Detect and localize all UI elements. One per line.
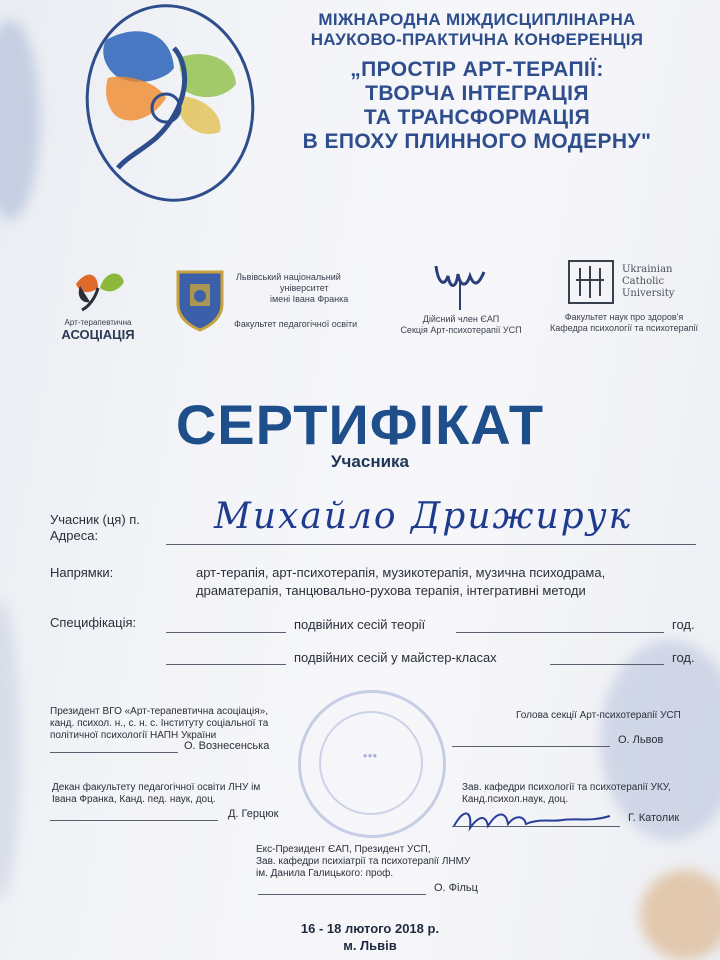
- spec-theory-count-line: [166, 632, 286, 633]
- lnu-coat-of-arms-icon: [172, 266, 228, 332]
- participant-label: Учасник (ця) п.: [50, 512, 140, 527]
- eap-line-2: Секція Арт-психотерапії УСП: [400, 325, 522, 335]
- participant-line: [166, 544, 696, 545]
- ucu-logo-icon: [566, 258, 616, 306]
- head-section-title: Голова секції Арт-психотерапії УСП: [516, 710, 681, 721]
- lnu-name: [236, 272, 376, 305]
- lnu-name-line-1: Львівський національний: [236, 272, 341, 282]
- spec-master-count-line: [166, 664, 286, 665]
- lnu-faculty: Факультет педагогічної освіти: [234, 319, 358, 329]
- event-date: 16 - 18 лютого 2018 р.: [300, 921, 440, 936]
- ucu-name-line-2: Catholic: [622, 276, 665, 287]
- lnu-name-line-3: імені Івана Франка: [270, 294, 349, 304]
- directions-line-1: арт-терапія, арт-психотерапія, музикотерапія, музична психодрама,: [196, 565, 606, 580]
- conference-title-3: ТА ТРАНСФОРМАЦІЯ: [363, 106, 591, 129]
- ex-president-line-2: Зав. кафедри психіатрії та психотерапії ЛНМУ: [256, 856, 471, 867]
- president-line-1: Президент ВГО «Арт-терапевтична асоціація»,: [50, 706, 269, 717]
- chair-name: Г. Католик: [628, 812, 680, 824]
- dean-name: Д. Герцюк: [228, 808, 279, 820]
- paint-splash: [0, 20, 40, 220]
- president-signature-line: [50, 752, 178, 753]
- ucu-name-line-3: University: [622, 288, 675, 299]
- conference-title-1: „ПРОСТІР АРТ-ТЕРАПІЇ:: [350, 58, 604, 81]
- eap-logo-icon: [430, 256, 490, 312]
- address-label: Адреса:: [50, 528, 99, 543]
- head-signature-line: [452, 746, 610, 747]
- spec-master-text: подвійних сесій у майстер-класах: [294, 650, 497, 665]
- ucu-faculty-line-1: Факультет наук про здоров'я: [564, 312, 684, 322]
- dean-line-1: Декан факультету педагогічної освіти ЛНУ ім: [52, 782, 261, 793]
- chair-line-2: Канд.психол.наук, доц.: [462, 794, 569, 805]
- president-title: [50, 706, 300, 742]
- president-line-3: політичної психології НАПН України: [50, 730, 217, 741]
- chair-handwritten-signature: [450, 800, 620, 836]
- art-association-small-text: Арт-терапевтична: [64, 318, 132, 327]
- spec-master-hours: год.: [672, 650, 695, 665]
- head-name: О. Львов: [618, 734, 664, 746]
- paint-splash: [0, 600, 20, 900]
- spec-master-hours-line: [550, 664, 664, 665]
- ex-president-title: [256, 844, 516, 880]
- conference-line-2: НАУКОВО-ПРАКТИЧНА КОНФЕРЕНЦІЯ: [310, 30, 644, 49]
- dean-title: [52, 782, 282, 806]
- ucu-name: [622, 264, 702, 300]
- eap-line-1: Дійсний член ЄАП: [422, 314, 500, 324]
- certificate-subtitle: Учасника: [330, 452, 410, 471]
- ex-president-name: О. Фільц: [434, 882, 478, 894]
- ex-president-line-1: Екс-Президент ЄАП, Президент УСП,: [256, 844, 431, 855]
- ex-president-line-3: ім. Данила Галицького: проф.: [256, 868, 394, 879]
- spec-theory-hours-line: [456, 632, 664, 633]
- conference-title-2: ТВОРЧА ІНТЕГРАЦІЯ: [365, 82, 589, 105]
- president-name: О. Вознесенська: [184, 740, 270, 752]
- ucu-name-line-1: Ukrainian: [622, 264, 673, 275]
- participant-name-handwritten: Михайло Дрижирук: [214, 496, 633, 537]
- art-association-big-text: АСОЦІАЦІЯ: [61, 327, 135, 342]
- conference-line-1: МІЖНАРОДНА МІЖДИСЦИПЛІНАРНА: [318, 10, 636, 29]
- lnu-name-line-2: університет: [280, 283, 329, 293]
- spec-theory-hours: год.: [672, 617, 695, 632]
- partner-art-association: [50, 262, 146, 342]
- specification-label: Специфікація:: [50, 615, 137, 630]
- butterfly-logo-icon: [96, 18, 246, 178]
- spec-theory-text: подвійних сесій теорії: [294, 617, 426, 632]
- event-city: м. Львів: [343, 938, 397, 953]
- directions-line-2: драматерапія, танцювально-рухова терапія, інтегративні методи: [196, 583, 586, 598]
- ucu-faculty: [534, 312, 714, 334]
- conference-title-4: В ЕПОХУ ПЛИННОГО МОДЕРНУ": [302, 130, 652, 153]
- eap-caption: [394, 314, 528, 336]
- stamp-mark: ●●●: [362, 751, 378, 760]
- dean-signature-line: [50, 820, 218, 821]
- directions-label: Напрямки:: [50, 565, 114, 580]
- president-line-2: канд. психол. н., с. н. с. Інституту соціальної та: [50, 718, 269, 729]
- art-association-logo-icon: [68, 262, 128, 312]
- faded-stamp: [298, 690, 446, 838]
- ucu-faculty-line-2: Кафедра психології та психотерапії: [549, 323, 699, 333]
- chair-line-1: Зав. кафедри психології та психотерапії УКУ,: [462, 782, 671, 793]
- event-date-location: [0, 920, 720, 954]
- conference-heading: [262, 10, 692, 154]
- stamp-inner-ring: [319, 711, 423, 815]
- dean-line-2: Івана Франка, Канд. пед. наук, доц.: [52, 794, 216, 805]
- ex-president-signature-line: [258, 894, 426, 895]
- certificate-title: СЕРТИФІКАТ: [175, 393, 545, 456]
